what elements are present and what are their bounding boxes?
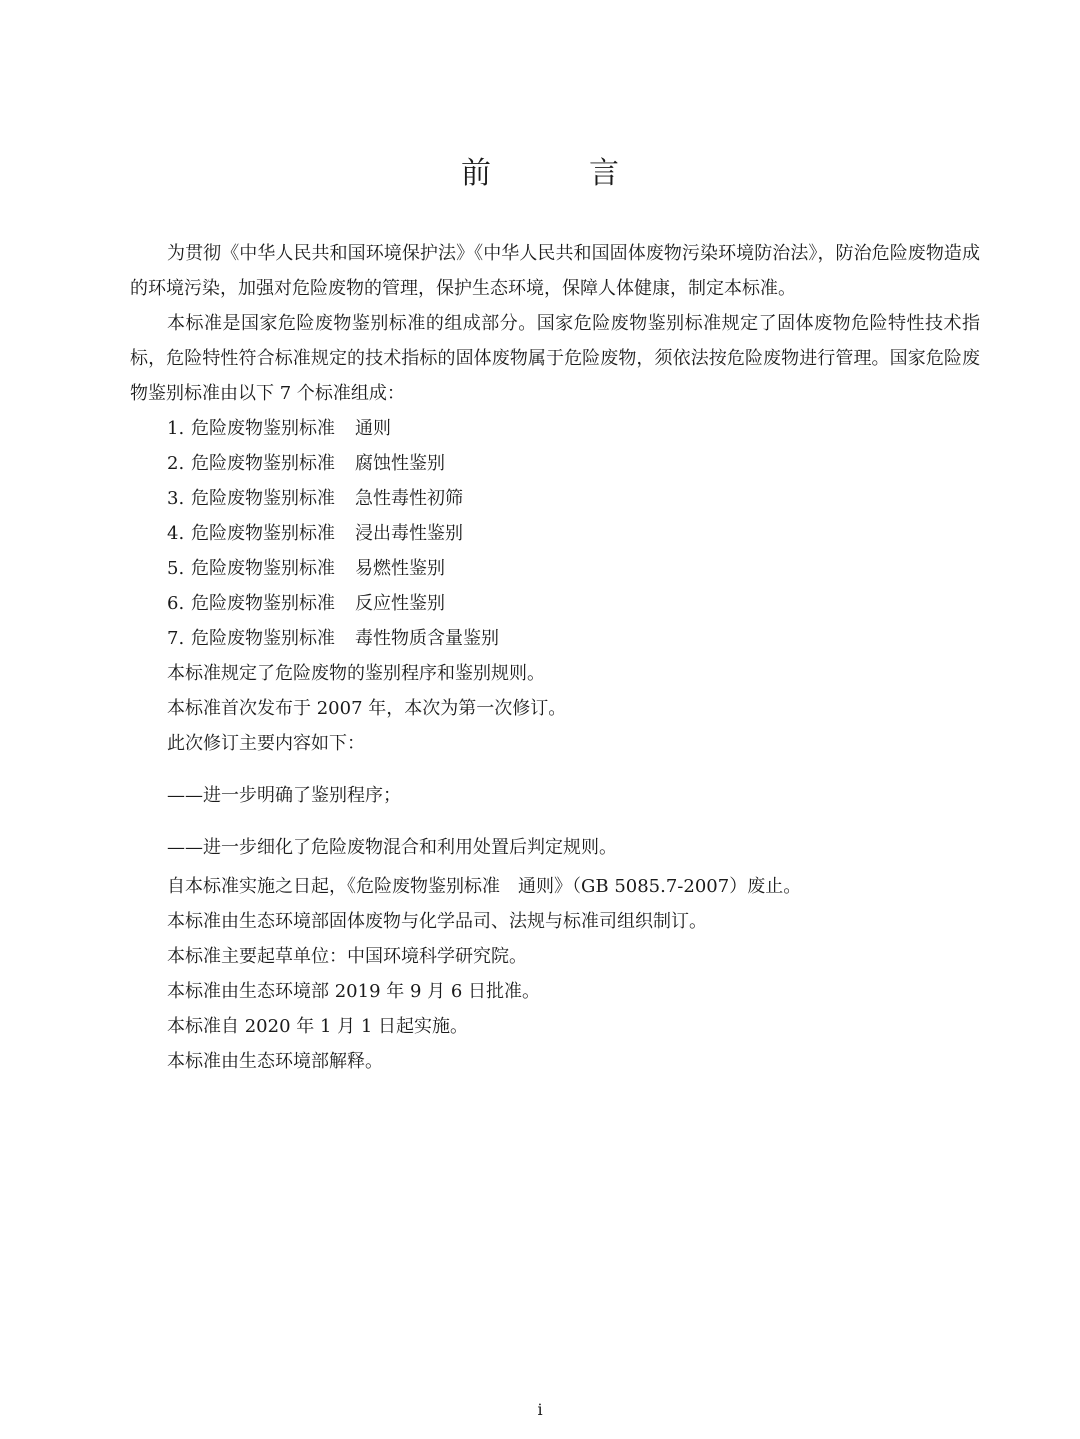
page-number: i xyxy=(537,1400,543,1419)
scope-line: 本标准规定了危险废物的鉴别程序和鉴别规则。 xyxy=(167,663,545,684)
list-item: 7. 危险废物鉴别标准 毒性物质含量鉴别 xyxy=(167,628,499,649)
standards-list xyxy=(130,411,980,656)
list-item: 4. 危险废物鉴别标准 浸出毒性鉴别 xyxy=(167,523,463,544)
effective-line: 本标准自 2020 年 1 月 1 日起实施。 xyxy=(167,1016,469,1037)
list-item: 3. 危险废物鉴别标准 急性毒性初筛 xyxy=(167,488,463,509)
paragraph-purpose: 为贯彻《中华人民共和国环境保护法》《中华人民共和国固体废物污染环境防治法》，防治危险废物造成的环境污染，加强对危险废物的管理，保护生态环境，保障人体健康，制定本标准。 xyxy=(130,243,980,299)
list-item: 1. 危险废物鉴别标准 通则 xyxy=(167,418,391,439)
changes-intro-line: 此次修订主要内容如下： xyxy=(167,733,365,754)
paragraph-composition: 本标准是国家危险废物鉴别标准的组成部分。国家危险废物鉴别标准规定了固体废物危险特性技术指标，危险特性符合标准规定的技术指标的固体废物属于危险废物，须依法按危险废物进行管理。国家危险废物鉴别标准由以下 7 个标准组成： xyxy=(130,313,980,404)
change-item-1: ——进一步明确了鉴别程序； xyxy=(167,785,401,806)
list-item: 2. 危险废物鉴别标准 腐蚀性鉴别 xyxy=(167,453,445,474)
list-item: 6. 危险废物鉴别标准 反应性鉴别 xyxy=(167,593,445,614)
history-line: 本标准首次发布于 2007 年，本次为第一次修订。 xyxy=(167,698,567,719)
foreword-body xyxy=(130,236,980,1079)
abolish-line: 自本标准实施之日起，《危险废物鉴别标准 通则》（GB 5085.7-2007）废止。 xyxy=(167,876,802,897)
drafter-line: 本标准主要起草单位：中国环境科学研究院。 xyxy=(167,946,527,967)
page-title: 前 言 xyxy=(461,156,653,191)
approval-line: 本标准由生态环境部 2019 年 9 月 6 日批准。 xyxy=(167,981,541,1002)
list-item: 5. 危险废物鉴别标准 易燃性鉴别 xyxy=(167,558,445,579)
change-item-2: ——进一步细化了危险废物混合和利用处置后判定规则。 xyxy=(167,837,617,858)
interpretation-line: 本标准由生态环境部解释。 xyxy=(167,1051,383,1072)
organizer-line: 本标准由生态环境部固体废物与化学品司、法规与标准司组织制订。 xyxy=(167,911,707,932)
